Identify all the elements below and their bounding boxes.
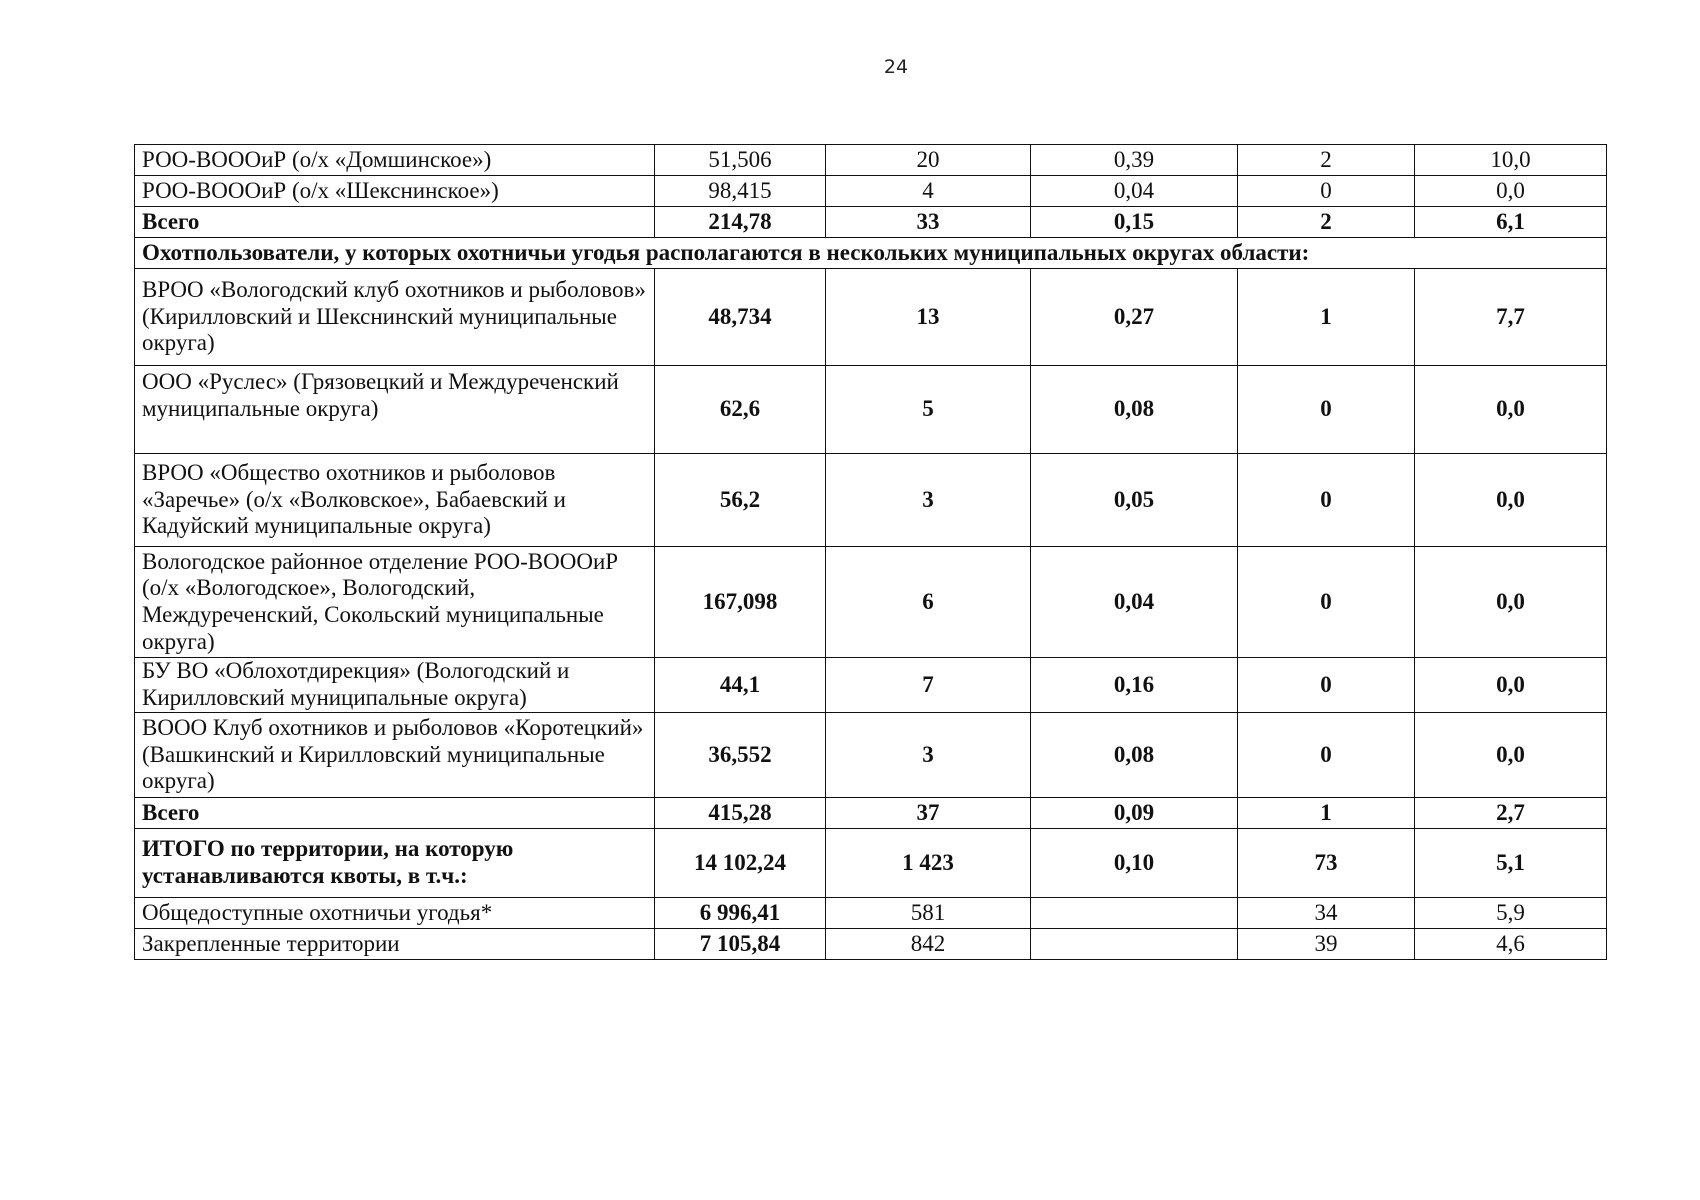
density-cell: 0,05	[1031, 454, 1238, 547]
count-cell: 842	[826, 929, 1031, 960]
quota-cell: 39	[1238, 929, 1415, 960]
percent-cell: 2,7	[1415, 798, 1607, 829]
quota-cell: 0	[1238, 454, 1415, 547]
org-name-cell: РОО-ВОООиР (о/х «Шекснинское»)	[135, 176, 655, 207]
density-cell: 0,08	[1031, 366, 1238, 454]
table-row	[135, 269, 1607, 366]
count-cell: 33	[826, 207, 1031, 238]
area-cell: 14 102,24	[655, 829, 826, 898]
quota-cell: 0	[1238, 176, 1415, 207]
subtotal-row	[135, 798, 1607, 829]
area-cell: 51,506	[655, 145, 826, 176]
density-cell: 0,10	[1031, 829, 1238, 898]
percent-cell: 5,1	[1415, 829, 1607, 898]
count-cell: 3	[826, 454, 1031, 547]
subtotal-label: Всего	[135, 798, 655, 829]
density-cell	[1031, 929, 1238, 960]
table-row	[135, 713, 1607, 798]
table-row	[135, 547, 1607, 658]
area-cell: 415,28	[655, 798, 826, 829]
count-cell: 6	[826, 547, 1031, 658]
org-name-cell: Вологодское районное отделение РОО-ВОООиР (о/х «Вологодское», Вологодский, Междуреченский, Сокольский муниципальные округа)	[135, 547, 655, 658]
org-name-cell: ВРОО «Вологодский клуб охотников и рыболовов» (Кирилловский и Шекснинский муниципальные округа)	[135, 269, 655, 366]
grand-total-row	[135, 829, 1607, 898]
table-row	[135, 454, 1607, 547]
table-row	[135, 929, 1607, 960]
density-cell: 0,04	[1031, 547, 1238, 658]
section-header: Охотпользователи, у которых охотничьи угодья располагаются в нескольких муниципальных округах области:	[135, 238, 1607, 269]
org-name-cell: Закрепленные территории	[135, 929, 655, 960]
area-cell: 48,734	[655, 269, 826, 366]
table-row	[135, 176, 1607, 207]
grand-total-label: ИТОГО по территории, на которую устанавливаются квоты, в т.ч.:	[135, 829, 655, 898]
count-cell: 7	[826, 658, 1031, 713]
subtotal-label: Всего	[135, 207, 655, 238]
percent-cell: 7,7	[1415, 269, 1607, 366]
percent-cell: 4,6	[1415, 929, 1607, 960]
quota-cell: 2	[1238, 145, 1415, 176]
percent-cell: 6,1	[1415, 207, 1607, 238]
count-cell: 37	[826, 798, 1031, 829]
quota-cell: 1	[1238, 269, 1415, 366]
quota-table	[134, 144, 1607, 960]
org-name-cell: БУ ВО «Облохотдирекция» (Вологодский и Кирилловский муниципальные округа)	[135, 658, 655, 713]
percent-cell: 0,0	[1415, 454, 1607, 547]
page-number: 24	[883, 56, 909, 78]
quota-cell: 0	[1238, 547, 1415, 658]
org-name-cell: ООО «Руслес» (Грязовецкий и Междуреченский муниципальные округа)	[135, 366, 655, 454]
area-cell: 62,6	[655, 366, 826, 454]
percent-cell: 10,0	[1415, 145, 1607, 176]
area-cell: 98,415	[655, 176, 826, 207]
section-header-row	[135, 238, 1607, 269]
density-cell: 0,39	[1031, 145, 1238, 176]
count-cell: 13	[826, 269, 1031, 366]
org-name-cell: РОО-ВОООиР (о/х «Домшинское»)	[135, 145, 655, 176]
density-cell: 0,08	[1031, 713, 1238, 798]
quota-cell: 73	[1238, 829, 1415, 898]
org-name-cell: Общедоступные охотничьи угодья*	[135, 898, 655, 929]
org-name-cell: ВООО Клуб охотников и рыболовов «Коротецкий» (Вашкинский и Кирилловский муниципальные округа)	[135, 713, 655, 798]
table-row	[135, 658, 1607, 713]
quota-cell: 0	[1238, 366, 1415, 454]
count-cell: 581	[826, 898, 1031, 929]
density-cell: 0,27	[1031, 269, 1238, 366]
density-cell: 0,15	[1031, 207, 1238, 238]
org-name-cell: ВРОО «Общество охотников и рыболовов «Заречье» (о/х «Волковское», Бабаевский и Кадуйский муниципальные округа)	[135, 454, 655, 547]
density-cell: 0,04	[1031, 176, 1238, 207]
quota-cell: 1	[1238, 798, 1415, 829]
area-cell: 36,552	[655, 713, 826, 798]
table-row	[135, 898, 1607, 929]
quota-cell: 0	[1238, 713, 1415, 798]
density-cell: 0,09	[1031, 798, 1238, 829]
area-cell: 44,1	[655, 658, 826, 713]
table-row	[135, 145, 1607, 176]
area-cell: 167,098	[655, 547, 826, 658]
area-cell: 6 996,41	[655, 898, 826, 929]
area-cell: 214,78	[655, 207, 826, 238]
table-row	[135, 366, 1607, 454]
density-cell: 0,16	[1031, 658, 1238, 713]
count-cell: 4	[826, 176, 1031, 207]
count-cell: 20	[826, 145, 1031, 176]
percent-cell: 0,0	[1415, 713, 1607, 798]
area-cell: 7 105,84	[655, 929, 826, 960]
count-cell: 5	[826, 366, 1031, 454]
percent-cell: 0,0	[1415, 366, 1607, 454]
percent-cell: 0,0	[1415, 176, 1607, 207]
percent-cell: 5,9	[1415, 898, 1607, 929]
percent-cell: 0,0	[1415, 547, 1607, 658]
quota-cell: 0	[1238, 658, 1415, 713]
percent-cell: 0,0	[1415, 658, 1607, 713]
count-cell: 1 423	[826, 829, 1031, 898]
density-cell	[1031, 898, 1238, 929]
count-cell: 3	[826, 713, 1031, 798]
quota-cell: 2	[1238, 207, 1415, 238]
quota-cell: 34	[1238, 898, 1415, 929]
area-cell: 56,2	[655, 454, 826, 547]
subtotal-row	[135, 207, 1607, 238]
